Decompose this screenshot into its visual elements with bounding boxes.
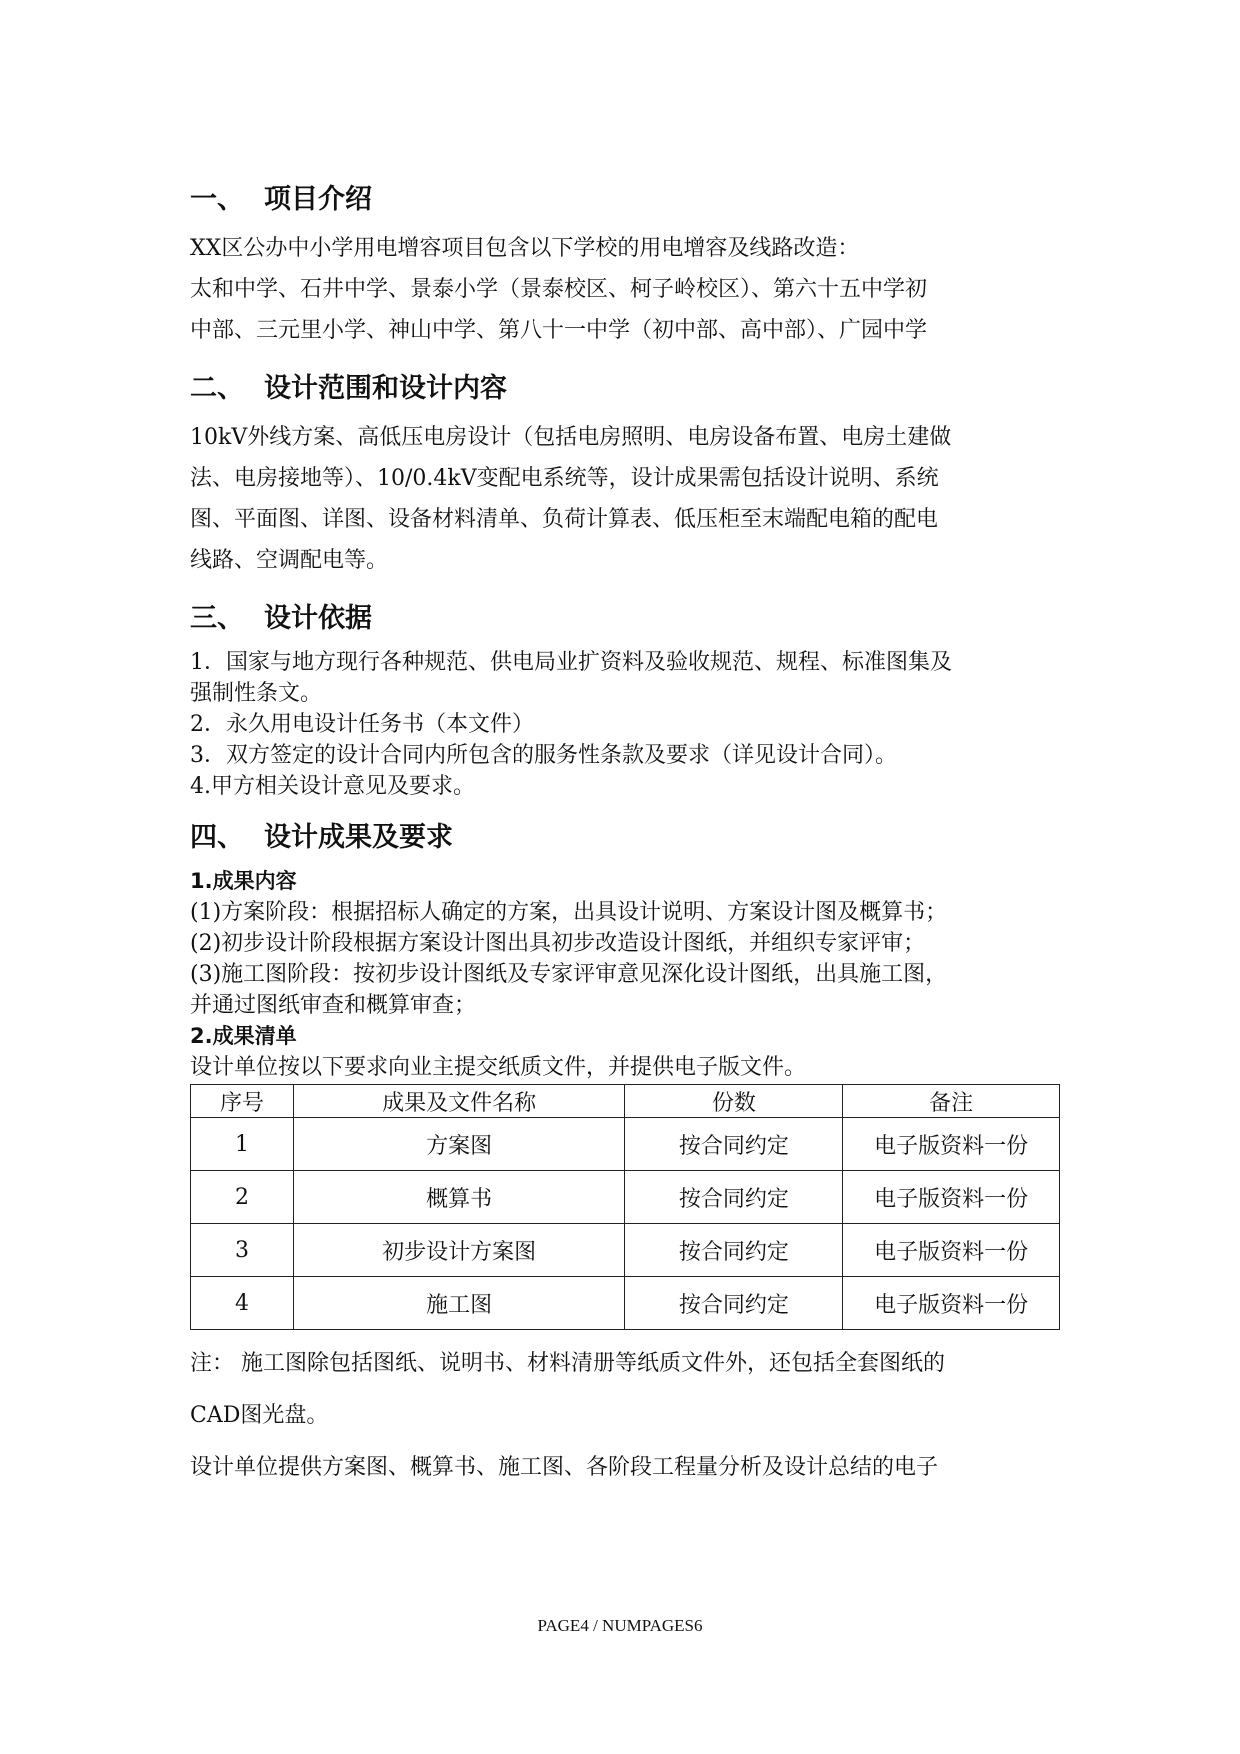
note-line: 设计单位提供方案图、概算书、施工图、各阶段工程量分析及设计总结的电子 [190,1455,939,1480]
table-cell: 概算书 [293,1171,625,1224]
table-cell: 施工图 [293,1277,625,1330]
table-cell: 电子版资料一份 [843,1224,1060,1277]
paragraph-line: 中部、三元里小学、神山中学、第八十一中学（初中部、高中部）、广园中学 [190,318,928,343]
table-cell: 1 [191,1118,294,1171]
column-header: 序号 [191,1085,294,1118]
column-header: 备注 [843,1085,1060,1118]
table-intro: 设计单位按以下要求向业主提交纸质文件，并提供电子版文件。 [190,1055,807,1080]
note-line: 注： 施工图除包括图纸、说明书、材料清册等纸质文件外，还包括全套图纸的 [190,1351,945,1376]
section-number: 三、 [190,602,244,634]
table-cell: 按合同约定 [625,1277,843,1330]
list-item: 1．国家与地方现行各种规范、供电局业扩资料及验收规范、规程、标准图集及 [190,650,952,675]
table-row [191,1171,1060,1224]
paragraph-line: 10kV外线方案、高低压电房设计（包括电房照明、电房设备布置、电房土建做 [190,425,952,450]
table-cell: 电子版资料一份 [843,1171,1060,1224]
list-item: 3．双方签定的设计合同内所包含的服务性条款及要求（详见设计合同）。 [190,743,897,768]
table-cell: 2 [191,1171,294,1224]
paragraph-line: 太和中学、石井中学、景泰小学（景泰校区、柯子岭校区）、第六十五中学初 [190,277,928,302]
table-cell: 按合同约定 [625,1224,843,1277]
list-item: 2．永久用电设计任务书（本文件） [190,712,534,737]
table-header-row [191,1085,1060,1118]
subsection-title: 1.成果内容 [190,869,297,893]
section-number: 二、 [190,372,244,404]
subsection-title: 2.成果清单 [190,1024,297,1048]
table-cell: 初步设计方案图 [293,1224,625,1277]
section-title: 设计依据 [264,602,372,634]
table-cell: 方案图 [293,1118,625,1171]
table-cell: 4 [191,1277,294,1330]
document-body [190,172,1060,1494]
table-row [191,1118,1060,1171]
list-item: 并通过图纸审查和概算审查； [190,993,477,1018]
list-item: 强制性条文。 [190,681,323,706]
table-cell: 按合同约定 [625,1171,843,1224]
table-row [191,1224,1060,1277]
section-number: 四、 [190,821,244,853]
table-cell: 电子版资料一份 [843,1277,1060,1330]
column-header: 成果及文件名称 [293,1085,625,1118]
column-header: 份数 [625,1085,843,1118]
section-title: 项目介绍 [264,183,372,215]
paragraph-line: 图、平面图、详图、设备材料清单、负荷计算表、低压柜至末端配电箱的配电 [190,507,939,532]
table-cell: 3 [191,1224,294,1277]
section-heading-intro [190,172,1060,220]
section-heading-deliverables [190,810,1060,858]
section-heading-basis [190,591,1060,639]
table-cell: 按合同约定 [625,1118,843,1171]
list-item: 4.甲方相关设计意见及要求。 [190,774,475,799]
section-number: 一、 [190,183,244,215]
deliverables-table [190,1084,1060,1330]
list-item: (1)方案阶段：根据招标人确定的方案，出具设计说明、方案设计图及概算书； [190,900,948,925]
list-item: (3)施工图阶段：按初步设计图纸及专家评审意见深化设计图纸，出具施工图， [190,962,948,987]
section-title: 设计成果及要求 [264,821,453,853]
table-row [191,1277,1060,1330]
paragraph-line: 线路、空调配电等。 [190,548,389,573]
section-title: 设计范围和设计内容 [264,372,507,404]
table-cell: 电子版资料一份 [843,1118,1060,1171]
page-footer: PAGE4 / NUMPAGES6 [537,1616,703,1635]
section-heading-scope [190,361,1060,409]
paragraph-line: 法、电房接地等）、10/0.4kV变配电系统等，设计成果需包括设计说明、系统 [190,466,939,491]
paragraph-line: XX区公办中小学用电增容项目包含以下学校的用电增容及线路改造： [190,236,860,261]
note-line: CAD图光盘。 [190,1403,329,1428]
list-item: (2)初步设计阶段根据方案设计图出具初步改造设计图纸，并组织专家评审； [190,931,926,956]
